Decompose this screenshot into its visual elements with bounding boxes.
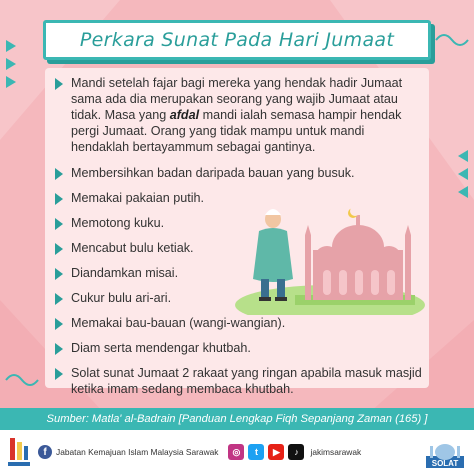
bullet-triangle-icon — [55, 293, 63, 305]
tiktok-icon[interactable]: ♪ — [288, 444, 304, 460]
list-item — [55, 315, 425, 331]
list-item — [55, 265, 425, 281]
list-item-text: Diandamkan misai. — [71, 266, 179, 280]
list-item-text: Memakai pakaian putih. — [71, 191, 205, 205]
list-item — [55, 240, 425, 256]
page-title: Perkara Sunat Pada Hari Jumaat — [79, 29, 395, 51]
social-links — [228, 444, 361, 460]
list-item-text: Membersihkan badan daripada bauan yang busuk. — [71, 166, 355, 180]
org-link[interactable] — [38, 445, 218, 459]
bullet-triangle-icon — [55, 368, 63, 380]
svg-text:SOLAT: SOLAT — [431, 459, 459, 468]
list-item-text: Memotong kuku. — [71, 216, 165, 230]
list-item-text: Memakai bau-bauan (wangi-wangian). — [71, 316, 286, 330]
bullet-triangle-icon — [55, 268, 63, 280]
list-item — [55, 290, 425, 306]
list-item — [55, 190, 425, 206]
youtube-icon[interactable]: ▶ — [268, 444, 284, 460]
list-item — [55, 75, 425, 155]
social-handle: jakimsarawak — [310, 447, 362, 457]
list-item-text: Cukur bulu ari-ari. — [71, 291, 172, 305]
bullet-triangle-icon — [55, 78, 63, 90]
instagram-icon[interactable]: ◎ — [228, 444, 244, 460]
list-item — [55, 340, 425, 356]
solat-logo-icon — [422, 432, 468, 472]
bullet-triangle-icon — [55, 318, 63, 330]
emphasis-word: afdal — [169, 108, 200, 122]
bullet-triangle-icon — [55, 218, 63, 230]
list-item — [55, 365, 425, 397]
list-item-text: Diam serta mendengar khutbah. — [71, 341, 251, 355]
source-citation: Sumber: Matla' al-Badrain [Panduan Lengkap Fiqh Sepanjang Zaman (165) ] — [46, 413, 428, 425]
sunnah-list — [55, 75, 425, 406]
bullet-triangle-icon — [55, 193, 63, 205]
list-item — [55, 165, 425, 181]
bullet-triangle-icon — [55, 168, 63, 180]
twitter-icon[interactable]: t — [248, 444, 264, 460]
list-item-text: Mencabut bulu ketiak. — [71, 241, 194, 255]
title-banner — [43, 20, 431, 60]
jakim-logo-icon — [6, 435, 32, 469]
source-bar — [0, 408, 474, 430]
bullet-triangle-icon — [55, 243, 63, 255]
list-item-text: Solat sunat Jumaat 2 rakaat yang ringan apabila masuk masjid ketika imam sedang membaca khutbah. — [71, 366, 422, 396]
facebook-icon[interactable]: f — [38, 445, 52, 459]
list-item — [55, 215, 425, 231]
org-name: Jabatan Kemajuan Islam Malaysia Sarawak — [56, 447, 219, 457]
bullet-triangle-icon — [55, 343, 63, 355]
list-item-text: Mandi setelah fajar bagi mereka yang hendak hadir Jumaat sama ada dia merupakan seorang yang wajib Jumaat atau tidak. Masa yang afdal mandi ialah semasa hampir hendak pergi Jumaat. Orang yang tidak mampu untuk mandi hendaklah bertayammum sebagai gantinya. — [71, 76, 403, 154]
footer — [0, 430, 474, 474]
